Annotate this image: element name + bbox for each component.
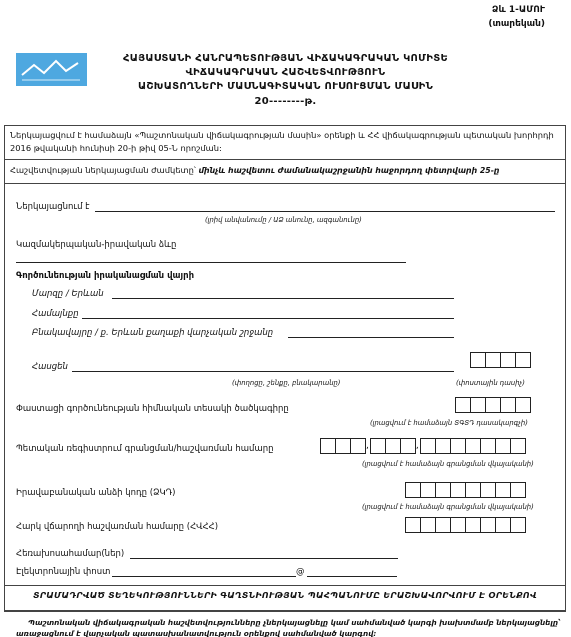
- divider: [4, 585, 566, 586]
- address-caption: (փողոցը, շենքը, բնակարանը): [232, 379, 341, 387]
- email-at-sign: @: [296, 567, 305, 577]
- legal-form-label: Կազմակերպական-իրավական ձևը: [16, 240, 177, 250]
- postal-code-cells[interactable]: [470, 352, 530, 368]
- registry-number-caption: (լրացվում է համաձայն գրանցման վկայականի): [362, 460, 534, 468]
- tax-number-label: Հարկ վճարողի հաշվառման համարը (ՀՎՀՀ): [16, 522, 219, 532]
- address-label: Հասցեն: [32, 362, 68, 372]
- divider: [4, 610, 566, 611]
- email-label: Էլեկտրոնային փոստ: [16, 567, 111, 577]
- settlement-label: Բնակավայրը / ք. Երևան քաղաքի վարչական շրջանը: [32, 328, 274, 338]
- form-frame: [4, 125, 566, 612]
- submitted-by-field[interactable]: [95, 211, 555, 212]
- submitted-by-label: Ներկայացնում է: [16, 202, 90, 212]
- activity-code-cells[interactable]: [455, 397, 530, 413]
- form-code: Ձև 1-ԱՄՈՒ: [491, 5, 545, 15]
- location-heading: Գործունեության իրականացման վայրի: [16, 271, 195, 281]
- submission-deadline: [10, 165, 500, 175]
- address-field[interactable]: [72, 371, 454, 372]
- header-line-1: ՀԱՅԱՍՏԱՆԻ ՀԱՆՐԱՊԵՏՈՒԹՅԱՆ ՎԻՃԱԿԱԳՐԱԿԱՆ ԿՈՄԻՏԵ: [122, 53, 449, 64]
- email-domain-field[interactable]: [307, 576, 397, 577]
- phone-field[interactable]: [130, 558, 398, 559]
- footer-note: Պաշտոնական վիճակագրական հաշվետվությունները չներկայացնելը կամ սահմանված կարգի խախտմամբ ներկայացնելը՝ առաջացնում է վարչական պատասխանատվություն օրենքով սահմանված կարգով:: [16, 618, 561, 637]
- phone-label: Հեռախոսահամար(ներ): [16, 549, 125, 559]
- deadline-label: Հաշվետվության ներկայացման ժամկետը՝: [10, 165, 196, 175]
- deadline-value: մինչև հաշվետու ժամանակաշրջանին հաջորդող փետրվարի 25-ը: [198, 166, 500, 175]
- submitted-by-caption: (լրիվ անվանումը / ԱՁ անունը, ազգանունը): [205, 216, 362, 224]
- entity-code-cells[interactable]: [405, 482, 525, 498]
- tax-number-cells[interactable]: [405, 517, 525, 533]
- community-field[interactable]: [82, 318, 454, 319]
- registry-number-label: Պետական ռեգիստրում գրանցման/հաշվառման համարը: [16, 444, 274, 454]
- registry-number-cells[interactable]: , ,: [320, 438, 525, 454]
- entity-code-caption: (լրացվում է համաձայն գրանցման վկայականի): [362, 503, 534, 511]
- header-line-3: ԱՇԽԱՏՈՂՆԵՐԻ ՄԱՍՆԱԳԻՏԱԿԱՆ ՈՒՍՈՒՑՄԱՆ ՄԱՍԻՆ: [137, 81, 434, 92]
- postal-code-caption: (փոստային դասիչ): [456, 379, 525, 387]
- region-field[interactable]: [112, 298, 454, 299]
- activity-code-label: Փաստացի գործունեության հիմնական տեսակի ծածկագիրը: [16, 404, 289, 414]
- region-label: Մարզը / Երևան: [32, 289, 104, 299]
- form-periodicity: (տարեկան): [488, 19, 545, 29]
- intro-text: Ներկայացվում է համաձայն «Պաշտոնական վիճակագրության մասին» օրենքի և ՀՀ վիճակագրության պետական խորհրդի 2016 թվականի հունիսի 20-ի թիվ 05-Ն որոշման:: [10, 130, 554, 153]
- community-label: Համայնքը: [32, 309, 79, 319]
- legal-form-field[interactable]: [16, 262, 406, 263]
- entity-code-label: Իրավաբանական անձի կոդը (ՁԿԴ): [16, 488, 176, 498]
- confidentiality-banner: ՏՐԱՄԱԴՐՎԱԾ ՏԵՂԵԿՈՒԹՅՈՒՆՆԵՐԻ ԳԱՂՏՆԻՈՒԹՅԱՆ ՊԱՀՊԱՆՈՒՄԸ ԵՐԱՇԽԱՎՈՐՎՈՒՄ Է ՕՐԵՆՔՈՎ: [33, 590, 537, 600]
- settlement-field[interactable]: [288, 337, 454, 338]
- divider: [4, 159, 566, 160]
- activity-code-caption: (լրացվում է համաձայն ՏԳՏԴ դասակարգչի): [370, 419, 528, 427]
- email-user-field[interactable]: [112, 576, 296, 577]
- header-year: 20--------թ.: [254, 96, 317, 107]
- header-line-2: ՎԻՃԱԿԱԳՐԱԿԱՆ ՀԱՇՎԵՏՎՈՒԹՅՈՒՆ: [185, 67, 386, 78]
- divider: [4, 183, 566, 184]
